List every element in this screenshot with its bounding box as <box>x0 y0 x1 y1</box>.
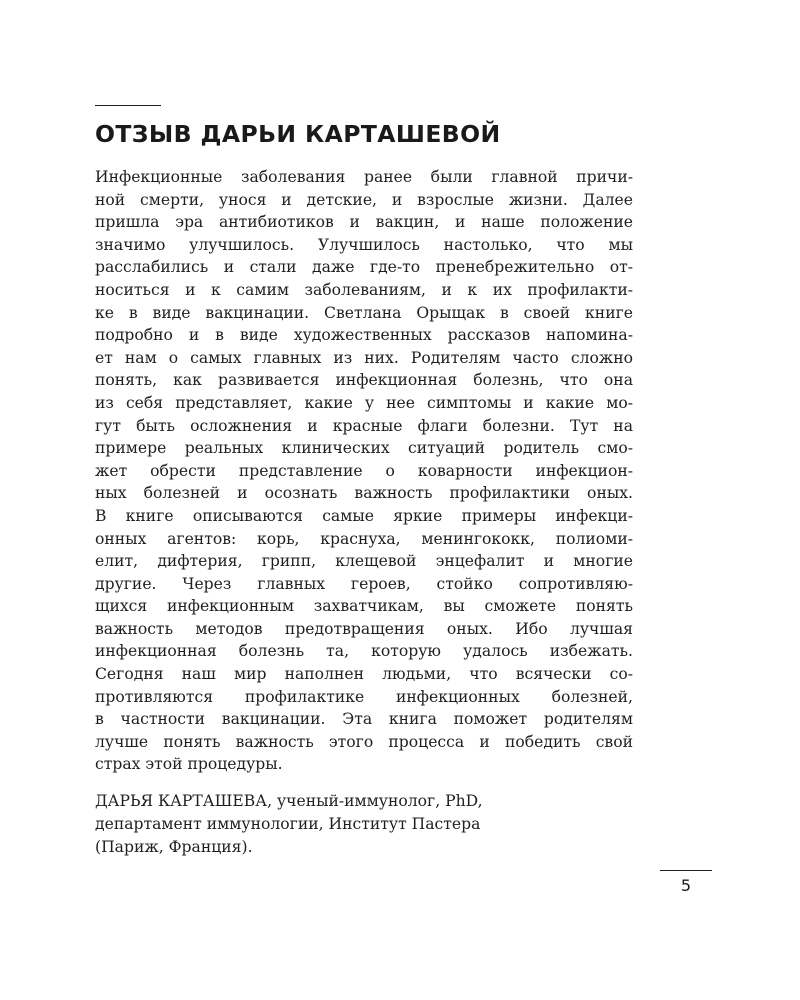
body-line: онных агентов: корь, краснуха, менингококк, полиоми- <box>95 529 633 548</box>
body-line: пришла эра антибиотиков и вакцин, и наше положение <box>95 213 633 232</box>
author-signature <box>95 790 655 859</box>
body-line: страх этой процедуры. <box>95 755 283 774</box>
signature-line: (Париж, Франция). <box>95 838 253 856</box>
body-line: из себя представляет, какие у нее симптомы и какие мо- <box>95 393 633 412</box>
body-line: ных болезней и осознать важность профилактики оных. <box>95 484 633 503</box>
signature-line: ДАРЬЯ КАРТАШЕВА, ученый-иммунолог, PhD, <box>95 792 483 810</box>
body-line: Сегодня наш мир наполнен людьми, что всячески со- <box>95 665 633 684</box>
body-line: лучше понять важность этого процесса и победить свой <box>95 732 633 751</box>
body-line: В книге описываются самые яркие примеры инфекци- <box>95 506 633 525</box>
body-line: елит, дифтерия, грипп, клещевой энцефалит и многие <box>95 552 633 571</box>
body-line: значимо улучшилось. Улучшилось настолько, что мы <box>95 235 633 254</box>
body-line: ке в виде вакцинации. Светлана Орыщак в своей книге <box>95 303 633 322</box>
body-line: примере реальных клинических ситуаций родитель смо- <box>95 439 633 458</box>
body-line: другие. Через главных героев, стойко сопротивляю- <box>95 574 633 593</box>
body-line: противляются профилактике инфекционных болезней, <box>95 687 633 706</box>
body-line: расслабились и стали даже где-то пренебрежительно от- <box>95 258 633 277</box>
body-line: носиться и к самим заболеваниям, и к их профилакти- <box>95 280 633 299</box>
page-number: 5 <box>680 876 692 895</box>
review-body <box>95 166 633 776</box>
body-line: щихся инфекционным захватчикам, вы сможете понять <box>95 597 633 616</box>
body-line: жет обрести представление о коварности инфекцион- <box>95 461 633 480</box>
signature-line: департамент иммунологии, Институт Пастера <box>95 815 481 833</box>
body-line: в частности вакцинации. Эта книга поможет родителям <box>95 710 633 729</box>
body-line: важность методов предотвращения оных. Ибо лучшая <box>95 619 633 638</box>
title-rule <box>95 105 161 106</box>
page-title: ОТЗЫВ ДАРЬИ КАРТАШЕВОЙ <box>95 120 501 148</box>
body-line: инфекционная болезнь та, которую удалось избежать. <box>95 642 633 661</box>
body-line: ной смерти, унося и детские, и взрослые жизни. Далее <box>95 190 633 209</box>
body-line: ет нам о самых главных из них. Родителям часто сложно <box>95 348 633 367</box>
body-line: Инфекционные заболевания ранее были главной причи- <box>95 168 633 186</box>
body-line: подробно и в виде художественных рассказов напомина- <box>95 326 633 345</box>
body-line: понять, как развивается инфекционная болезнь, что она <box>95 371 633 390</box>
page-number-rule <box>660 870 712 871</box>
body-line: гут быть осложнения и красные флаги болезни. Тут на <box>95 416 633 435</box>
